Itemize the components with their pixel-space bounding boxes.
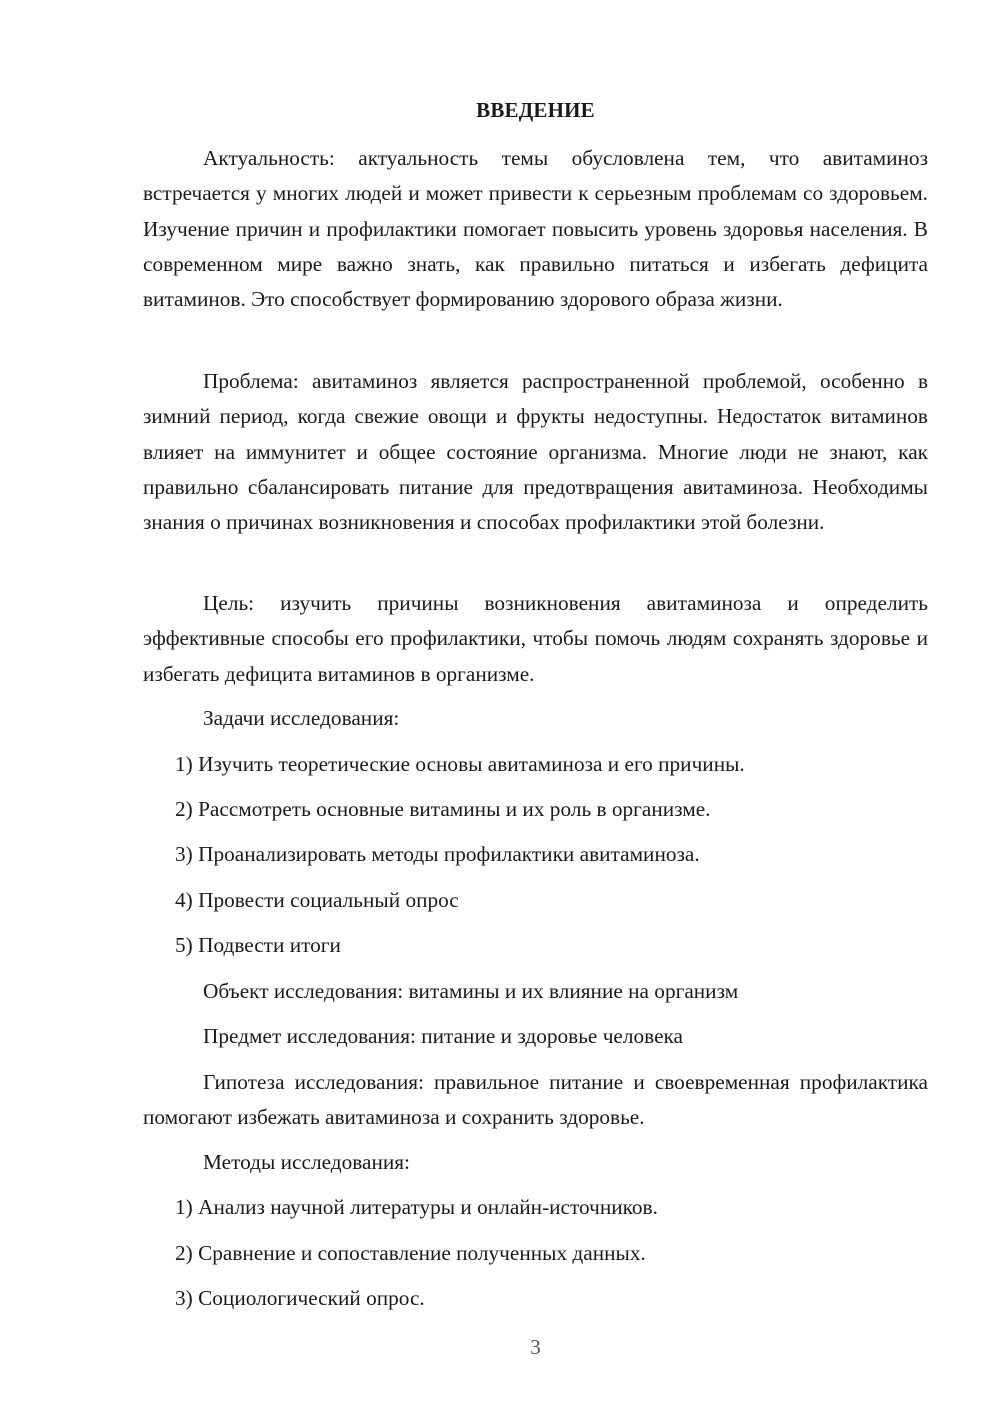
page-number: 3	[530, 1335, 541, 1359]
hypothesis-paragraph: Гипотеза исследования: правильное питание и своевременная профилактика помогают избежать авитаминоза и сохранить здоровье.	[143, 1070, 928, 1130]
research-object: Объект исследования: витамины и их влияние на организм	[203, 979, 739, 1003]
method-item-2: 2) Сравнение и сопоставление полученных данных.	[175, 1241, 646, 1265]
methods-label: Методы исследования:	[203, 1150, 410, 1174]
task-item-1: 1) Изучить теоретические основы авитаминоза и его причины.	[175, 752, 745, 776]
method-item-1: 1) Анализ научной литературы и онлайн-источников.	[175, 1195, 658, 1219]
task-item-3: 3) Проанализировать методы профилактики авитаминоза.	[175, 842, 700, 866]
task-item-5: 5) Подвести итоги	[175, 933, 341, 957]
research-subject: Предмет исследования: питание и здоровье человека	[203, 1024, 684, 1048]
page-title: ВВЕДЕНИЕ	[476, 98, 595, 122]
method-item-3: 3) Социологический опрос.	[175, 1286, 425, 1310]
problem-paragraph: Проблема: авитаминоз является распространенной проблемой, особенно в зимний период, когда свежие овощи и фрукты недоступны. Недостаток витаминов влияет на иммунитет и общее состояние организма. Многие люди не знают, как правильно сбалансировать питание для предотвращения авитаминоза. Необходимы знания о причинах возникновения и способах профилактики этой болезни.	[143, 369, 928, 535]
task-item-2: 2) Рассмотреть основные витамины и их роль в организме.	[175, 797, 711, 821]
relevance-paragraph: Актуальность: актуальность темы обусловлена тем, что авитаминоз встречается у многих людей и может привести к серьезным проблемам со здоровьем. Изучение причин и профилактики помогает повысить уровень здоровья населения. В современном мире важно знать, как правильно питаться и избегать дефицита витаминов. Это способствует формированию здорового образа жизни.	[143, 146, 928, 312]
goal-paragraph: Цель: изучить причины возникновения авитаминоза и определить эффективные способы его профилактики, чтобы помочь людям сохранять здоровье и избегать дефицита витаминов в организме.	[143, 591, 928, 686]
task-item-4: 4) Провести социальный опрос	[175, 888, 459, 912]
document-page	[143, 0, 928, 1414]
tasks-label: Задачи исследования:	[203, 706, 400, 730]
